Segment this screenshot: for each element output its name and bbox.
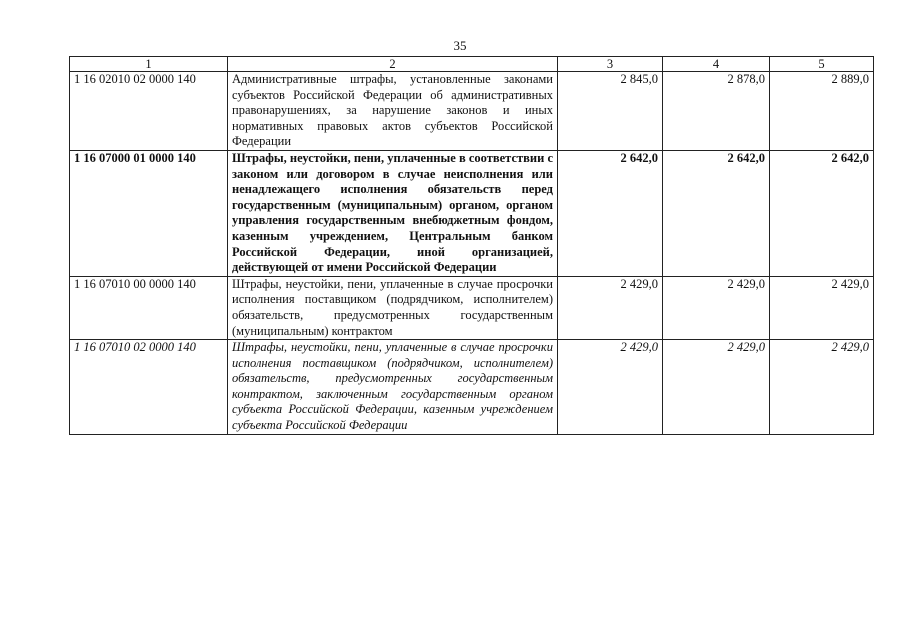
revenue-code-cell: 1 16 07010 00 0000 140 [70, 276, 228, 339]
value-cell-col4: 2 429,0 [663, 340, 770, 435]
value-cell-col3: 2 429,0 [558, 276, 663, 339]
revenue-description-cell: Штрафы, неустойки, пени, уплаченные в случае просрочки исполнения поставщиком (подрядчиком, исполнителем) обязательств, предусмотренных государственным (муниципальным) контрактом [228, 276, 558, 339]
column-header-value-5: 5 [770, 57, 874, 72]
revenue-code-cell: 1 16 07000 01 0000 140 [70, 150, 228, 276]
column-header-value-3: 3 [558, 57, 663, 72]
revenue-description-cell: Штрафы, неустойки, пени, уплаченные в случае просрочки исполнения поставщиком (подрядчиком, исполнителем) обязательств, предусмотренных государственным контрактом, заключенным государственным органом субъекта Российской Федерации, казенным учреждением субъекта Российской Федерации [228, 340, 558, 435]
value-cell-col4: 2 429,0 [663, 276, 770, 339]
value-cell-col4: 2 642,0 [663, 150, 770, 276]
column-header-description: 2 [228, 57, 558, 72]
value-cell-col5: 2 429,0 [770, 340, 874, 435]
value-cell-col3: 2 642,0 [558, 150, 663, 276]
page-number: 35 [453, 38, 467, 53]
value-cell-col3: 2 845,0 [558, 72, 663, 151]
value-cell-col3: 2 429,0 [558, 340, 663, 435]
value-cell-col5: 2 889,0 [770, 72, 874, 151]
revenue-code-cell: 1 16 07010 02 0000 140 [70, 340, 228, 435]
value-cell-col5: 2 642,0 [770, 150, 874, 276]
revenue-description-cell: Штрафы, неустойки, пени, уплаченные в соответствии с законом или договором в случае неисполнения или ненадлежащего исполнения обязательств перед государственным (муниципальным) органом, органом управления государственным внебюджетным фондом, казенным учреждением, Центральным банком Российской Федерации, иной организацией, действующей от имени Российской Федерации [228, 150, 558, 276]
table-row [70, 276, 874, 339]
column-header-value-4: 4 [663, 57, 770, 72]
revenue-description-cell: Административные штрафы, установленные законами субъектов Российской Федерации об административных правонарушениях, за нарушение законов и иных нормативных правовых актов субъектов Российской Федерации [228, 72, 558, 151]
budget-revenue-table [69, 56, 874, 435]
value-cell-col4: 2 878,0 [663, 72, 770, 151]
revenue-code-cell: 1 16 02010 02 0000 140 [70, 72, 228, 151]
table-row [70, 150, 874, 276]
table-row [70, 72, 874, 151]
column-header-code: 1 [70, 57, 228, 72]
table-row [70, 340, 874, 435]
table-header-row [70, 57, 874, 72]
value-cell-col5: 2 429,0 [770, 276, 874, 339]
